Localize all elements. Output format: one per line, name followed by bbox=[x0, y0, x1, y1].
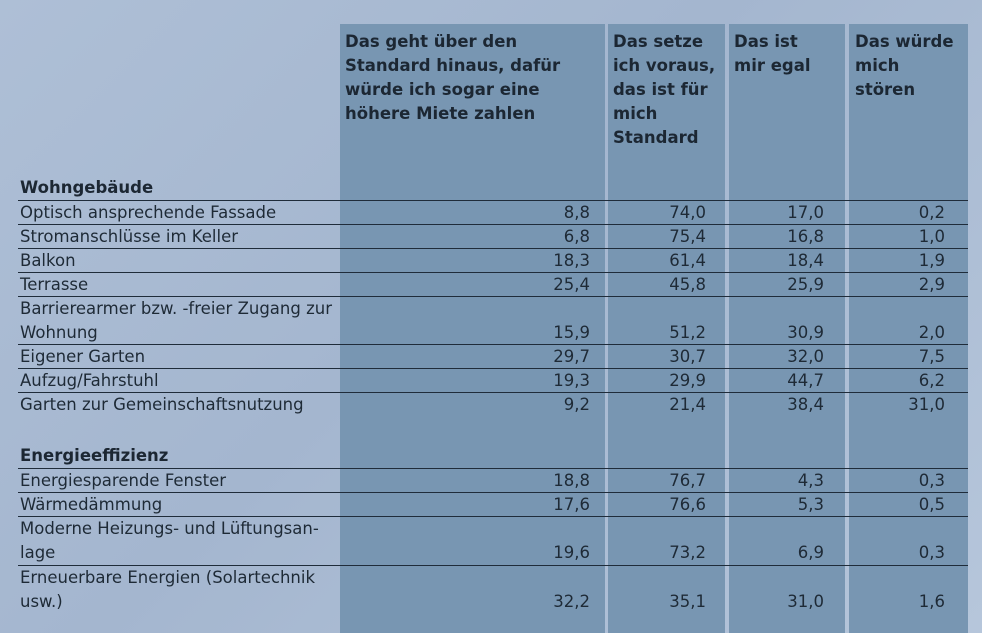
table-row bbox=[18, 368, 968, 393]
cell-value: 1,9 bbox=[918, 251, 945, 270]
section-title-energieeffizienz: Energieeffizienz bbox=[20, 446, 169, 465]
cell-value: 45,8 bbox=[669, 275, 706, 294]
cell-value: 25,9 bbox=[787, 275, 824, 294]
cell-value: 32,2 bbox=[553, 592, 590, 611]
cell-value: 0,2 bbox=[918, 203, 945, 222]
table-row bbox=[18, 224, 968, 249]
table-row bbox=[18, 468, 968, 493]
cell-value: 18,4 bbox=[787, 251, 824, 270]
cell-value: 35,1 bbox=[669, 592, 706, 611]
cell-value: 6,8 bbox=[563, 227, 590, 246]
cell-value: 1,6 bbox=[918, 592, 945, 611]
cell-value: 6,2 bbox=[918, 371, 945, 390]
row-label: Energiesparende Fenster bbox=[20, 471, 227, 490]
cell-value: 29,9 bbox=[669, 371, 706, 390]
cell-value: 8,8 bbox=[563, 203, 590, 222]
cell-value: 38,4 bbox=[787, 395, 824, 414]
section-title-wohngebaeude: Wohngebäude bbox=[20, 178, 154, 197]
table-row bbox=[18, 392, 968, 417]
cell-value: 61,4 bbox=[669, 251, 706, 270]
cell-value: 31,0 bbox=[908, 395, 945, 414]
cell-value: 4,3 bbox=[797, 471, 824, 490]
cell-value: 44,7 bbox=[787, 371, 824, 390]
table-row bbox=[18, 296, 968, 345]
column-header-4: Das würde mich stören bbox=[855, 32, 954, 99]
cell-value: 21,4 bbox=[669, 395, 706, 414]
cell-value: 18,8 bbox=[553, 471, 590, 490]
row-label: Garten zur Gemeinschaftsnutzung bbox=[20, 395, 304, 414]
row-label: Barrierearmer bzw. -freier Zugang zur Wohnung bbox=[20, 299, 333, 342]
row-label: Aufzug/Fahrstuhl bbox=[20, 371, 159, 390]
cell-value: 9,2 bbox=[563, 395, 590, 414]
cell-value: 74,0 bbox=[669, 203, 706, 222]
table-row bbox=[18, 248, 968, 273]
row-label: Erneuerbare Energien (Solartechnik usw.) bbox=[20, 568, 315, 611]
cell-value: 2,9 bbox=[918, 275, 945, 294]
cell-value: 7,5 bbox=[918, 347, 945, 366]
table-row bbox=[18, 492, 968, 517]
cell-value: 0,3 bbox=[918, 543, 945, 562]
table-row bbox=[18, 565, 968, 614]
cell-value: 17,6 bbox=[553, 495, 590, 514]
cell-value: 32,0 bbox=[787, 347, 824, 366]
cell-value: 30,7 bbox=[669, 347, 706, 366]
cell-value: 1,0 bbox=[918, 227, 945, 246]
cell-value: 76,7 bbox=[669, 471, 706, 490]
cell-value: 17,0 bbox=[787, 203, 824, 222]
cell-value: 18,3 bbox=[553, 251, 590, 270]
cell-value: 6,9 bbox=[797, 543, 824, 562]
table-row bbox=[18, 344, 968, 369]
cell-value: 0,3 bbox=[918, 471, 945, 490]
row-label: Stromanschlüsse im Keller bbox=[20, 227, 239, 246]
row-label: Balkon bbox=[20, 251, 76, 270]
cell-value: 5,3 bbox=[797, 495, 824, 514]
cell-value: 51,2 bbox=[669, 323, 706, 342]
cell-value: 76,6 bbox=[669, 495, 706, 514]
row-label: Optisch ansprechende Fassade bbox=[20, 203, 277, 222]
row-label: Terrasse bbox=[20, 275, 89, 294]
row-label: Moderne Heizungs- und Lüftungsan-lage bbox=[20, 519, 319, 562]
column-header-3: Das ist mir egal bbox=[734, 32, 811, 75]
cell-value: 31,0 bbox=[787, 592, 824, 611]
table-row bbox=[18, 272, 968, 297]
table-row bbox=[18, 516, 968, 565]
cell-value: 19,3 bbox=[553, 371, 590, 390]
cell-value: 16,8 bbox=[787, 227, 824, 246]
cell-value: 30,9 bbox=[787, 323, 824, 342]
cell-value: 29,7 bbox=[553, 347, 590, 366]
cell-value: 15,9 bbox=[553, 323, 590, 342]
cell-value: 73,2 bbox=[669, 543, 706, 562]
cell-value: 75,4 bbox=[669, 227, 706, 246]
column-header-1: Das geht über den Standard hinaus, dafür würde ich sogar eine höhere Miete zahlen bbox=[345, 32, 561, 123]
cell-value: 25,4 bbox=[553, 275, 590, 294]
column-header-2: Das setze ich voraus, das ist für mich Standard bbox=[613, 32, 716, 147]
row-label: Eigener Garten bbox=[20, 347, 146, 366]
cell-value: 0,5 bbox=[918, 495, 945, 514]
table-row bbox=[18, 200, 968, 225]
row-label: Wärmedämmung bbox=[20, 495, 163, 514]
cell-value: 2,0 bbox=[918, 323, 945, 342]
cell-value: 19,6 bbox=[553, 543, 590, 562]
